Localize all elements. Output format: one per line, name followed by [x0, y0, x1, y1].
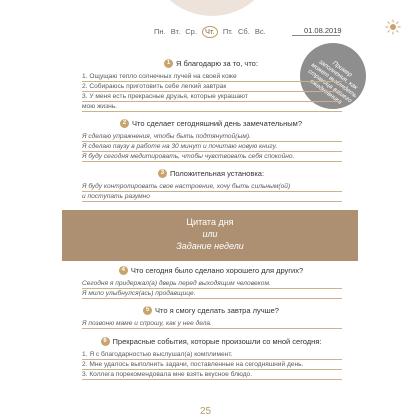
section-number-badge: 1 [164, 59, 173, 68]
entry-line[interactable]: Сегодня я придержал(а) дверь перед выходящим человеком. [82, 279, 342, 289]
weekday-mon[interactable]: Пн. [154, 27, 166, 36]
section-title: Что сегодня было сделано хорошего для других? [130, 265, 304, 275]
section-events-heading [82, 335, 340, 347]
entry-line[interactable]: и поступать разумно [82, 192, 342, 202]
weekday-tue[interactable]: Вт. [170, 27, 181, 36]
section-better-heading [82, 304, 340, 316]
sun-icon [385, 19, 401, 35]
entry-line[interactable]: Я позвоню маме и спрошу, как у нее дела. [82, 319, 342, 329]
section-grateful-heading [82, 57, 340, 69]
entry-line[interactable]: 3. У меня есть прекрасные друзья, которые украшают [82, 92, 342, 102]
section-title: Я благодарю за то, что: [176, 58, 258, 68]
example-badge-text: Пример заполнения, как может выглядеть страница вашего ежедневника [306, 58, 359, 106]
entry-line[interactable]: 1. Я с благодарностью выслушал(а) комплимент. [82, 350, 342, 360]
entry-line[interactable]: Я буду сегодня медитировать, чтобы чувствовать себя спокойно. [82, 152, 342, 162]
band-line-or: или [202, 229, 218, 239]
band-line-task: Задание недели [176, 241, 244, 251]
section-title: Что сделает сегодняшний день замечательным? [131, 118, 303, 128]
weekday-fri[interactable]: Пт. [222, 27, 233, 36]
entry-line[interactable]: 2. Мне удалось выполнить задачи, поставленные на сегодняшний день. [82, 360, 342, 370]
section-title: Что я смогу сделать завтра лучше? [155, 305, 279, 315]
date-field[interactable]: 01.08.2019 [304, 26, 342, 35]
section-number-badge: 2 [120, 119, 129, 128]
weekday-thu[interactable]: Чт. [202, 26, 218, 38]
quote-band [62, 210, 358, 261]
page-number: 25 [200, 406, 212, 417]
section-wonderful-heading [82, 117, 340, 129]
weekday-sat[interactable]: Сб. [237, 27, 250, 36]
entry-line[interactable]: мою жизнь. [82, 102, 342, 112]
band-line-quote: Цитата дня [186, 217, 234, 227]
section-number-badge: 6 [101, 337, 110, 346]
section-number-badge: 4 [119, 266, 128, 275]
section-number-badge: 5 [143, 306, 152, 315]
section-affirmation-heading [82, 167, 340, 179]
entry-line[interactable]: Я сделаю паузу в работе на 30 минут и почитаю новую книгу. [82, 142, 342, 152]
weekday-wed[interactable]: Ср. [185, 27, 197, 36]
entry-line[interactable]: Я сделаю упражнения, чтобы быть подтянутой(ым). [82, 132, 342, 142]
entry-line[interactable]: 3. Коллега порекомендовала мне взять вкусное блюдо. [82, 370, 342, 380]
decorative-semicircle [148, 0, 276, 16]
quote-band-text [62, 216, 358, 252]
entry-line[interactable]: 2. Собираюсь приготовить себе легкий завтрак [82, 82, 342, 92]
entry-line[interactable]: Я буду контролировать свое настроение, хочу быть сильным(ой) [82, 182, 342, 192]
weekday-sun[interactable]: Вс. [254, 27, 266, 36]
section-title: Положительная установка: [169, 168, 265, 178]
date-underline [292, 35, 340, 36]
entry-line[interactable]: Я мило улыбнулся(ась) продавщице. [82, 289, 342, 299]
section-number-badge: 3 [158, 169, 167, 178]
section-good-heading [82, 264, 340, 276]
weekday-selector [154, 26, 269, 38]
entry-line[interactable]: 1. Ощущаю тепло солнечных лучей на своей коже [82, 72, 342, 82]
section-title: Прекрасные события, которые произошли со мной сегодня: [112, 336, 322, 346]
